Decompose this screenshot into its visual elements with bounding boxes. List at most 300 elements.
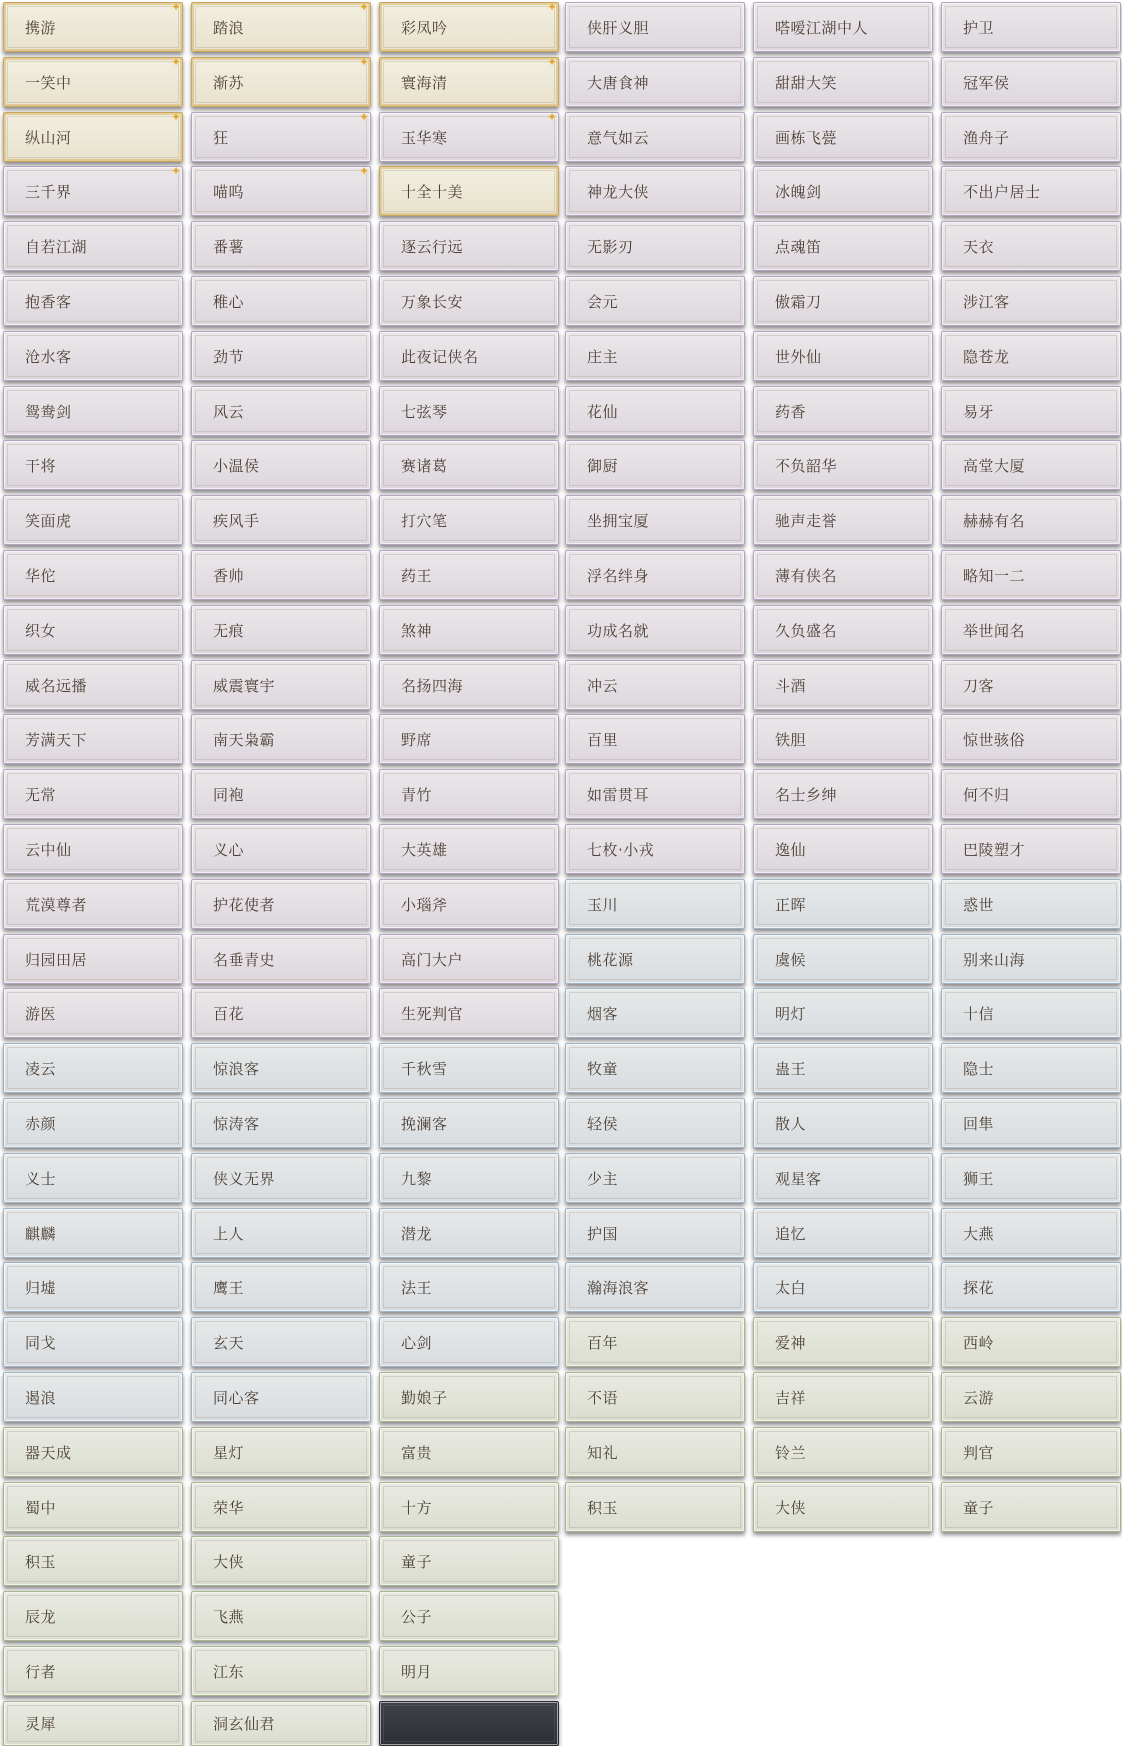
title-tile[interactable] [941, 769, 1121, 819]
title-label: 世外仙 [775, 347, 822, 366]
title-label: 涉江客 [963, 292, 1010, 311]
title-tile[interactable] [379, 57, 559, 107]
title-label: 华佗 [25, 566, 57, 585]
title-tile[interactable] [941, 57, 1121, 107]
title-tile[interactable] [191, 879, 371, 929]
title-label: 无痕 [213, 621, 245, 640]
title-tile[interactable] [3, 1591, 183, 1641]
title-tile[interactable] [3, 1208, 183, 1258]
title-tile[interactable] [3, 1043, 183, 1093]
title-tile[interactable] [191, 988, 371, 1038]
title-label: 名垂青史 [213, 950, 276, 969]
sparkle-icon: ✦ [358, 166, 369, 178]
title-label: 青竹 [401, 785, 433, 804]
title-label: 御厨 [587, 456, 619, 475]
title-label: 百年 [587, 1333, 619, 1352]
title-tile[interactable] [941, 714, 1121, 764]
title-label: 百里 [587, 730, 619, 749]
title-label: 携游 [25, 18, 57, 37]
title-label: 辰龙 [25, 1607, 57, 1626]
title-tile[interactable] [3, 934, 183, 984]
title-tile[interactable] [941, 1317, 1121, 1367]
title-label: 风云 [213, 402, 245, 421]
title-label: 护花使者 [213, 895, 276, 914]
title-label: 鸳鸯剑 [25, 402, 72, 421]
title-tile[interactable] [191, 769, 371, 819]
title-label: 彩凤吟 [401, 18, 448, 37]
title-tile[interactable] [3, 1646, 183, 1696]
title-tile[interactable] [379, 2, 559, 52]
sparkle-icon: ✦ [358, 57, 369, 69]
title-tile[interactable] [379, 386, 559, 436]
title-label: 护卫 [963, 18, 995, 37]
title-tile[interactable] [191, 276, 371, 326]
title-tile[interactable] [191, 1701, 371, 1746]
title-label: 抱香客 [25, 292, 72, 311]
title-tile[interactable] [191, 331, 371, 381]
title-tile[interactable] [379, 166, 559, 216]
title-label: 沧水客 [25, 347, 72, 366]
title-tile[interactable] [941, 221, 1121, 271]
title-tile[interactable] [191, 1482, 371, 1532]
sparkle-icon: ✦ [358, 112, 369, 124]
title-tile[interactable] [379, 1317, 559, 1367]
title-tile[interactable] [191, 1153, 371, 1203]
title-tile[interactable] [941, 605, 1121, 655]
title-label: 同戈 [25, 1333, 57, 1352]
title-label: 明灯 [775, 1004, 807, 1023]
title-tile[interactable] [941, 2, 1121, 52]
title-label: 狂 [213, 128, 229, 147]
title-tile[interactable] [191, 1317, 371, 1367]
title-label: 玄天 [213, 1333, 245, 1352]
title-label: 点魂笛 [775, 237, 822, 256]
title-tile[interactable] [191, 1208, 371, 1258]
title-label: 勤娘子 [401, 1388, 448, 1407]
title-tile[interactable] [941, 934, 1121, 984]
title-tile[interactable] [565, 714, 745, 764]
title-label: 潜龙 [401, 1224, 433, 1243]
title-tile[interactable] [565, 1317, 745, 1367]
title-label: 飞燕 [213, 1607, 245, 1626]
title-tile[interactable] [941, 386, 1121, 436]
title-label: 玉川 [587, 895, 619, 914]
title-label: 渔舟子 [963, 128, 1010, 147]
title-tile[interactable] [753, 1153, 933, 1203]
title-label: 铁胆 [775, 730, 807, 749]
title-tile[interactable] [191, 1591, 371, 1641]
title-tile[interactable] [191, 495, 371, 545]
title-tile[interactable] [753, 1317, 933, 1367]
title-tile[interactable] [379, 440, 559, 490]
title-tile[interactable] [379, 1591, 559, 1641]
title-tile[interactable] [565, 1208, 745, 1258]
title-label: 洞玄仙君 [213, 1715, 276, 1733]
title-label: 画栋飞甍 [775, 128, 838, 147]
title-label: 积玉 [25, 1552, 57, 1571]
title-label: 踏浪 [213, 18, 245, 37]
title-tile[interactable] [753, 605, 933, 655]
title-label: 西岭 [963, 1333, 995, 1352]
title-label: 赛诸葛 [401, 456, 448, 475]
title-tile[interactable] [191, 934, 371, 984]
title-label: 少主 [587, 1169, 619, 1188]
title-tile[interactable] [753, 714, 933, 764]
title-tile[interactable] [3, 550, 183, 600]
title-label: 上人 [213, 1224, 245, 1243]
title-label: 义心 [213, 840, 245, 859]
title-label: 公子 [401, 1607, 433, 1626]
title-tile[interactable] [379, 1427, 559, 1477]
title-label: 功成名就 [587, 621, 650, 640]
title-label: 侠肝义胆 [587, 18, 650, 37]
title-tile[interactable] [753, 166, 933, 216]
title-label: 威震寰宇 [213, 676, 276, 695]
title-tile[interactable] [941, 1262, 1121, 1312]
title-tile[interactable] [753, 1482, 933, 1532]
title-tile[interactable] [941, 440, 1121, 490]
title-label: 干将 [25, 456, 57, 475]
title-tile[interactable] [565, 1262, 745, 1312]
title-tile[interactable] [379, 769, 559, 819]
title-label: 铃兰 [775, 1443, 807, 1462]
title-tile[interactable] [753, 221, 933, 271]
title-tile[interactable] [3, 112, 183, 162]
title-label: 寰海清 [401, 73, 448, 92]
title-tile[interactable] [3, 1098, 183, 1148]
title-tile[interactable] [191, 1646, 371, 1696]
title-tile[interactable] [3, 1262, 183, 1312]
title-tile[interactable] [565, 1372, 745, 1422]
title-label: 如雷贯耳 [587, 785, 650, 804]
title-label: 巴陵塑才 [963, 840, 1026, 859]
title-tile[interactable] [753, 1262, 933, 1312]
title-tile[interactable] [3, 1153, 183, 1203]
title-tile[interactable] [191, 221, 371, 271]
title-tile[interactable] [565, 2, 745, 52]
title-tile[interactable] [565, 276, 745, 326]
title-label: 赫赫有名 [963, 511, 1026, 530]
title-label: 高门大户 [401, 950, 464, 969]
title-label: 渐苏 [213, 73, 245, 92]
title-tile[interactable] [3, 221, 183, 271]
title-tile[interactable] [753, 660, 933, 710]
title-tile[interactable] [565, 1098, 745, 1148]
title-tile[interactable] [753, 1208, 933, 1258]
title-tile[interactable] [191, 550, 371, 600]
title-label: 纵山河 [25, 128, 72, 147]
title-tile[interactable] [379, 112, 559, 162]
title-label: 药王 [401, 566, 433, 585]
title-tile[interactable] [3, 879, 183, 929]
title-tile[interactable] [941, 112, 1121, 162]
title-label: 大英雄 [401, 840, 448, 859]
title-tile[interactable] [191, 605, 371, 655]
title-label: 万象长安 [401, 292, 464, 311]
title-tile[interactable] [3, 1701, 183, 1746]
sparkle-icon: ✦ [546, 112, 557, 124]
title-tile[interactable] [191, 1043, 371, 1093]
title-tile[interactable] [191, 2, 371, 52]
title-tile[interactable] [565, 112, 745, 162]
title-tile[interactable] [379, 1482, 559, 1532]
title-label: 生死判官 [401, 1004, 464, 1023]
title-label: 心剑 [401, 1333, 433, 1352]
sparkle-icon: ✦ [170, 112, 181, 124]
sparkle-icon: ✦ [358, 2, 369, 14]
title-tile[interactable] [753, 1427, 933, 1477]
title-label: 别来山海 [963, 950, 1026, 969]
title-label: 童子 [401, 1552, 433, 1571]
title-tile[interactable] [941, 1098, 1121, 1148]
title-tile[interactable] [941, 879, 1121, 929]
title-tile[interactable] [941, 988, 1121, 1038]
title-tile[interactable] [3, 660, 183, 710]
title-tile[interactable] [191, 440, 371, 490]
title-label: 浮名绊身 [587, 566, 650, 585]
title-tile[interactable] [565, 605, 745, 655]
title-label: 喵呜 [213, 182, 245, 201]
title-tile[interactable] [379, 605, 559, 655]
title-tile[interactable] [191, 1372, 371, 1422]
title-tile[interactable] [379, 934, 559, 984]
title-label: 玉华寒 [401, 128, 448, 147]
title-label: 隐士 [963, 1059, 995, 1078]
title-tile[interactable] [941, 1153, 1121, 1203]
title-tile[interactable] [753, 879, 933, 929]
title-label: 逐云行远 [401, 237, 464, 256]
title-tile[interactable] [753, 2, 933, 52]
title-label: 护国 [587, 1224, 619, 1243]
title-tile[interactable] [753, 1372, 933, 1422]
title-tile[interactable] [753, 386, 933, 436]
title-tile[interactable] [3, 1482, 183, 1532]
title-tile[interactable] [753, 112, 933, 162]
title-tile[interactable] [565, 221, 745, 271]
title-tile[interactable] [3, 331, 183, 381]
title-tile[interactable] [379, 1098, 559, 1148]
title-label: 江东 [213, 1662, 245, 1681]
title-label: 爱神 [775, 1333, 807, 1352]
title-tile[interactable] [379, 988, 559, 1038]
title-tile[interactable] [379, 221, 559, 271]
title-tile[interactable] [191, 1427, 371, 1477]
title-tile[interactable] [379, 1646, 559, 1696]
title-tile[interactable] [379, 1536, 559, 1586]
title-tile[interactable] [3, 988, 183, 1038]
title-label: 知礼 [587, 1443, 619, 1462]
title-label: 蜀中 [25, 1498, 57, 1517]
title-tile[interactable] [753, 934, 933, 984]
title-tile[interactable] [379, 1372, 559, 1422]
title-tile[interactable] [379, 1043, 559, 1093]
title-tile[interactable] [753, 331, 933, 381]
title-tile[interactable] [565, 988, 745, 1038]
title-label: 鹰王 [213, 1278, 245, 1297]
title-tile[interactable] [191, 166, 371, 216]
title-tile[interactable] [379, 714, 559, 764]
title-tile[interactable] [941, 1208, 1121, 1258]
title-tile[interactable] [191, 660, 371, 710]
title-label: 麒麟 [25, 1224, 57, 1243]
title-label: 虞候 [775, 950, 807, 969]
title-tile[interactable] [565, 1482, 745, 1532]
title-label: 回隼 [963, 1114, 995, 1133]
title-label: 游医 [25, 1004, 57, 1023]
title-tile[interactable] [565, 550, 745, 600]
title-tile[interactable] [3, 769, 183, 819]
title-tile[interactable] [379, 331, 559, 381]
title-tile[interactable] [379, 495, 559, 545]
title-label: 正晖 [775, 895, 807, 914]
title-tile[interactable] [753, 988, 933, 1038]
title-tile[interactable] [941, 1482, 1121, 1532]
title-tile[interactable] [379, 1153, 559, 1203]
title-label: 大唐食神 [587, 73, 650, 92]
title-tile[interactable] [941, 660, 1121, 710]
title-tile[interactable] [565, 495, 745, 545]
title-tile[interactable] [191, 386, 371, 436]
title-tile[interactable] [565, 1043, 745, 1093]
title-tile[interactable] [3, 2, 183, 52]
title-tile[interactable] [379, 550, 559, 600]
title-tile[interactable] [3, 1372, 183, 1422]
title-tile[interactable] [379, 879, 559, 929]
title-tile[interactable] [753, 1098, 933, 1148]
title-label: 坐拥宝厦 [587, 511, 650, 530]
title-label: 名扬四海 [401, 676, 464, 695]
title-tile[interactable] [941, 495, 1121, 545]
title-tile[interactable] [941, 276, 1121, 326]
title-tile[interactable] [941, 166, 1121, 216]
title-label: 云中仙 [25, 840, 72, 859]
title-tile[interactable] [565, 1153, 745, 1203]
title-tile[interactable] [3, 386, 183, 436]
title-tile[interactable] [379, 660, 559, 710]
title-tile[interactable] [565, 166, 745, 216]
title-label: 轻侯 [587, 1114, 619, 1133]
title-tile[interactable] [565, 879, 745, 929]
title-tile[interactable] [753, 769, 933, 819]
title-tile[interactable] [3, 166, 183, 216]
title-tile[interactable] [565, 934, 745, 984]
title-tile[interactable] [941, 550, 1121, 600]
title-tile[interactable] [379, 824, 559, 874]
title-tile[interactable] [191, 1536, 371, 1586]
title-tile[interactable] [753, 440, 933, 490]
title-label: 童子 [963, 1498, 995, 1517]
title-label: 不负韶华 [775, 456, 838, 475]
title-label: 惊涛客 [213, 1114, 260, 1133]
title-tile[interactable] [191, 714, 371, 764]
title-tile[interactable] [379, 1208, 559, 1258]
title-tile[interactable] [565, 440, 745, 490]
title-tile[interactable] [565, 769, 745, 819]
title-tile[interactable] [941, 824, 1121, 874]
title-tile[interactable] [379, 276, 559, 326]
title-tile[interactable] [3, 440, 183, 490]
sparkle-icon: ✦ [170, 2, 181, 14]
sparkle-icon: ✦ [170, 57, 181, 69]
title-label: 吉祥 [775, 1388, 807, 1407]
title-label: 疾风手 [213, 511, 260, 530]
title-label: 判官 [963, 1443, 995, 1462]
title-tile[interactable] [753, 1043, 933, 1093]
title-tile[interactable] [565, 386, 745, 436]
title-tile[interactable] [3, 1427, 183, 1477]
title-label: 稚心 [213, 292, 245, 311]
title-tile[interactable] [565, 331, 745, 381]
title-tile[interactable] [191, 112, 371, 162]
title-tile[interactable] [3, 57, 183, 107]
title-label: 意气如云 [587, 128, 650, 147]
title-label: 遏浪 [25, 1388, 57, 1407]
title-label: 易牙 [963, 402, 995, 421]
title-tile[interactable] [191, 57, 371, 107]
title-label: 十全十美 [401, 182, 464, 201]
title-label: 打穴笔 [401, 511, 448, 530]
title-tile[interactable] [3, 714, 183, 764]
title-label: 高堂大厦 [963, 456, 1026, 475]
title-tile[interactable] [379, 1262, 559, 1312]
title-label: 三千界 [25, 182, 72, 201]
title-tile[interactable] [565, 824, 745, 874]
title-label: 十信 [963, 1004, 995, 1023]
title-tile[interactable] [3, 605, 183, 655]
title-label: 积玉 [587, 1498, 619, 1517]
title-label: 追忆 [775, 1224, 807, 1243]
title-tile[interactable] [565, 660, 745, 710]
title-label: 九黎 [401, 1169, 433, 1188]
title-tile[interactable] [941, 1372, 1121, 1422]
title-tile[interactable] [753, 495, 933, 545]
title-label: 赤颜 [25, 1114, 57, 1133]
title-label: 凌云 [25, 1059, 57, 1078]
title-label: 荣华 [213, 1498, 245, 1517]
title-tile[interactable] [3, 1317, 183, 1367]
title-tile[interactable] [565, 1427, 745, 1477]
title-label: 惊浪客 [213, 1059, 260, 1078]
title-tile[interactable] [753, 57, 933, 107]
title-label: 自若江湖 [25, 237, 88, 256]
title-tile[interactable] [3, 495, 183, 545]
title-tile[interactable] [941, 331, 1121, 381]
title-label: 惊世骇俗 [963, 730, 1026, 749]
title-label: 星灯 [213, 1443, 245, 1462]
title-label: 蛊王 [775, 1059, 807, 1078]
title-tile[interactable] [191, 1262, 371, 1312]
title-tile[interactable] [191, 1098, 371, 1148]
title-tile[interactable] [3, 824, 183, 874]
title-label: 一笑中 [25, 73, 72, 92]
title-label: 行者 [25, 1662, 57, 1681]
title-label: 义士 [25, 1169, 57, 1188]
title-tile[interactable] [753, 276, 933, 326]
title-tile[interactable] [941, 1427, 1121, 1477]
title-label: 桃花源 [587, 950, 634, 969]
title-tile[interactable] [3, 276, 183, 326]
title-label: 挽澜客 [401, 1114, 448, 1133]
title-tile[interactable] [191, 824, 371, 874]
title-tile[interactable] [753, 550, 933, 600]
title-tile[interactable] [753, 824, 933, 874]
title-tile[interactable] [3, 1536, 183, 1586]
title-label: 神龙大侠 [587, 182, 650, 201]
title-tile[interactable] [941, 1043, 1121, 1093]
title-label: 大侠 [775, 1498, 807, 1517]
title-tile[interactable] [565, 57, 745, 107]
title-label: 举世闻名 [963, 621, 1026, 640]
